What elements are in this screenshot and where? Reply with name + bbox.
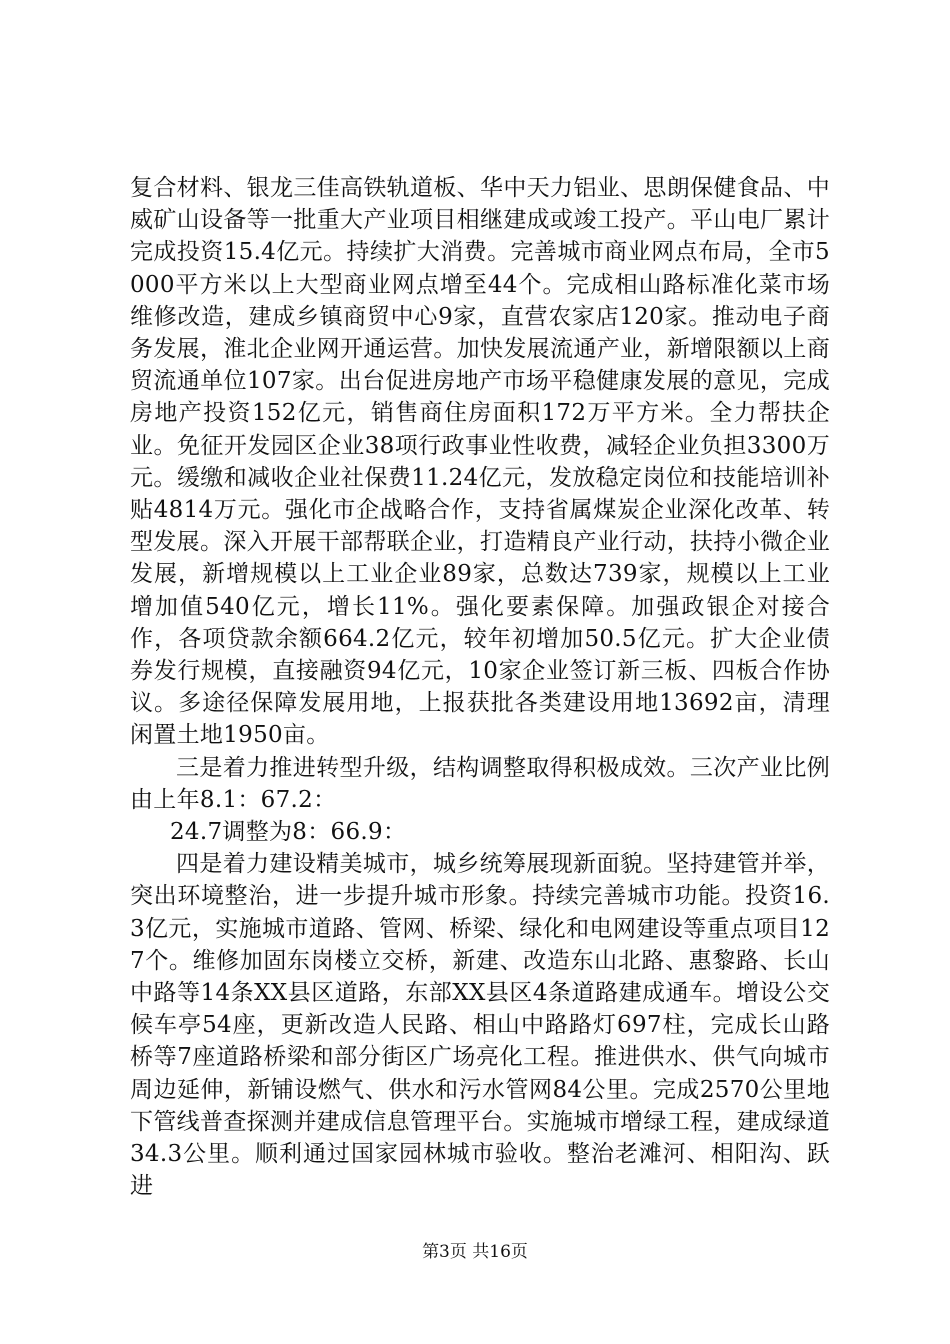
paragraph-economy-projects: 复合材料、银龙三佳高铁轨道板、华中天力铝业、思朗保健食品、中威矿山设备等一批重大产业项目相继建成或竣工投产。平山电厂累计完成投资15.4亿元。持续扩大消费。完善城市商业网点布局，全市5000平方米以上大型商业网点增至44个。完成相山路标准化菜市场维修改造，建成乡镇商贸中心9家，直营农家店120家。推动电子商务发展，淮北企业网开通运营。加快发展流通产业，新增限额以上商贸流通单位107家。出台促进房地产市场平稳健康发展的意见，完成房地产投资152亿元，销售商住房面积172万平方米。全力帮扶企业。免征开发园区企业38项行政事业性收费，减轻企业负担3300万元。缓缴和减收企业社保费11.24亿元，发放稳定岗位和技能培训补贴4814万元。强化市企战略合作，支持省属煤炭企业深化改革、转型发展。深入开展干部帮联企业，打造精良产业行动，扶持小微企业发展，新增规模以上工业企业89家，总数达739家，规模以上工业增加值540亿元，增长11%。强化要素保障。加强政银企对接合作，各项贷款余额664.2亿元，较年初增加50.5亿元。扩大企业债券发行规模，直接融资94亿元，10家企业签订新三板、四板合作协议。多途径保障发展用地，上报获批各类建设用地13692亩，清理闲置土地1950亩。 bbox=[130, 175, 830, 749]
document-body bbox=[130, 172, 830, 1203]
paragraph-city-construction: 四是着力建设精美城市，城乡统筹展现新面貌。坚持建管并举，突出环境整治，进一步提升城市形象。持续完善城市功能。投资16.3亿元，实施城市道路、管网、桥梁、绿化和电网建设等重点项目127个。维修加固东岗楼立交桥，新建、改造东山北路、惠黎路、长山中路等14条XX县区道路，东部XX县区4条道路建成通车。增设公交候车亭54座，更新改造人民路、相山中路路灯697柱，完成长山路桥等7座道路桥梁和部分街区广场亮化工程。推进供水、供气向城市周边延伸，新铺设燃气、供水和污水管网84公里。完成2570公里地下管线普查探测并建成信息管理平台。实施城市增绿工程，建成绿道34.3公里。顺利通过国家园林城市验收。整治老滩河、相阳沟、跃进 bbox=[130, 851, 830, 1200]
paragraph-transformation: 三是着力推进转型升级，结构调整取得积极成效。三次产业比例由上年8.1：67.2： bbox=[130, 754, 830, 813]
page-footer: 第3页 共16页 bbox=[422, 1242, 528, 1262]
paragraph-industry-ratio: 24.7调整为8：66.9： bbox=[170, 819, 407, 846]
